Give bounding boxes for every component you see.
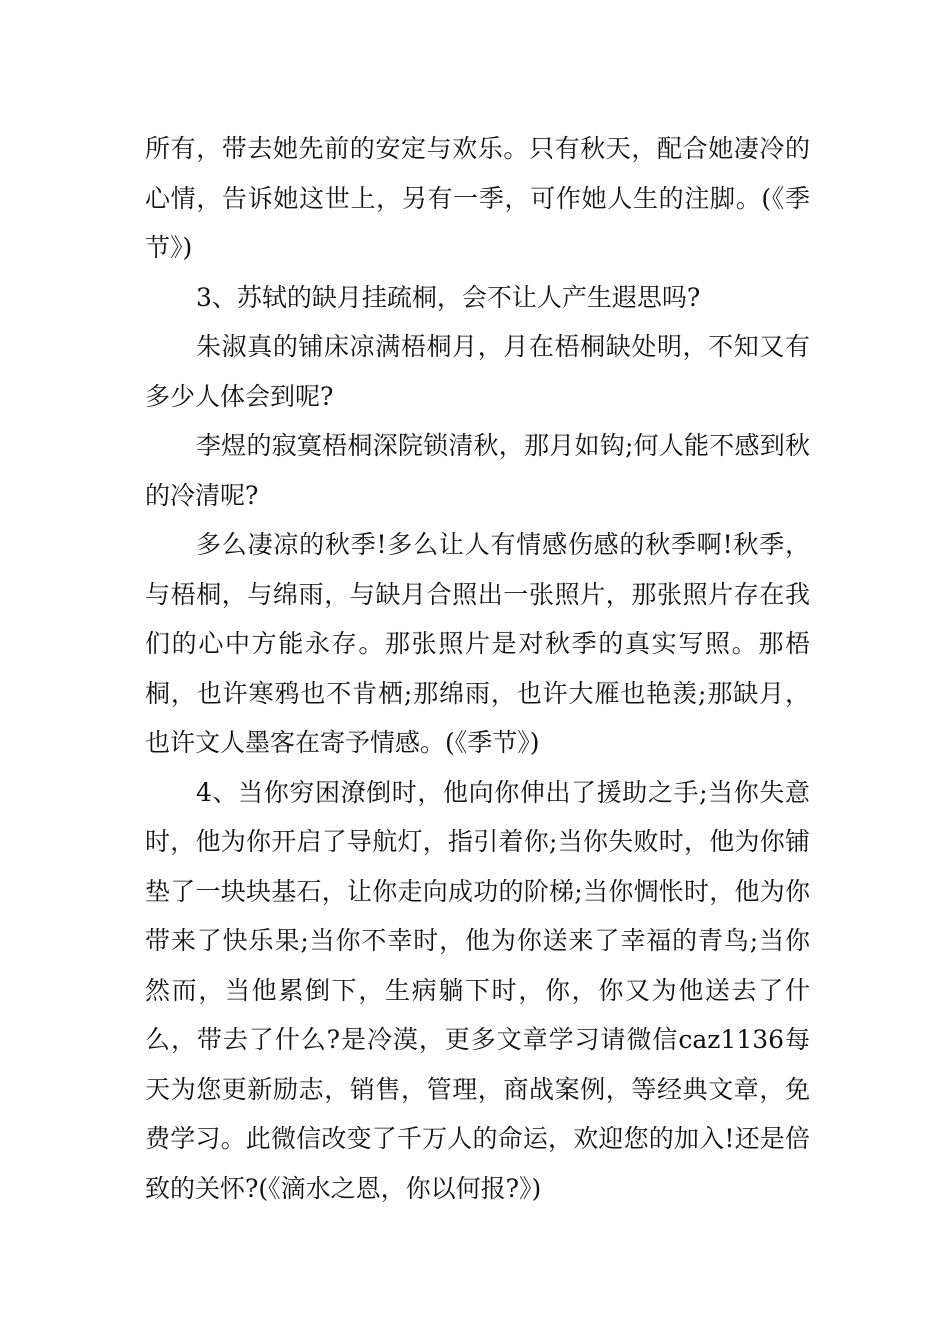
paragraph-autumn: 多么凄凉的秋季!多么让人有情感伤感的秋季啊!秋季，与梧桐，与绵雨，与缺月合照出一张照片，那张照片存在我们的心中方能永存。那张照片是对秋季的真实写照。那梧桐，也许寒鸦也不肯栖;那绵雨，也许大雁也艳羡;那缺月，也许文人墨客在寄予情感。(《季节》)	[145, 530, 810, 757]
document-body	[145, 124, 810, 1213]
paragraph-item-4: 4、当你穷困潦倒时，他向你伸出了援助之手;当你失意时，他为你开启了导航灯，指引着你;当你失败时，他为你铺垫了一块块基石，让你走向成功的阶梯;当你惆怅时，他为你带来了快乐果;当你不幸时，他为你送来了幸福的青鸟;当你然而，当他累倒下，生病躺下时，你，你又为他送去了什么，带去了什么?是冷漠，更多文章学习请微信caz1136每天为您更新励志，销售，管理，商战案例，等经典文章，免费学习。此微信改变了千万人的命运，欢迎您的加入!还是倍致的关怀?(《滴水之恩，你以何报?》)	[145, 777, 810, 1203]
paragraph-continuation: 所有，带去她先前的安定与欢乐。只有秋天，配合她凄冷的心情，告诉她这世上，另有一季，可作她人生的注脚。(《季节》)	[145, 134, 810, 262]
paragraph-item-3: 3、苏轼的缺月挂疏桐，会不让人产生遐思吗?	[196, 282, 701, 312]
paragraph-zhu-shuzhen: 朱淑真的铺床凉满梧桐月，月在梧桐缺处明，不知又有多少人体会到呢?	[145, 332, 810, 411]
paragraph-li-yu: 李煜的寂寞梧桐深院锁清秋，那月如钩;何人能不感到秋的冷清呢?	[145, 431, 810, 510]
